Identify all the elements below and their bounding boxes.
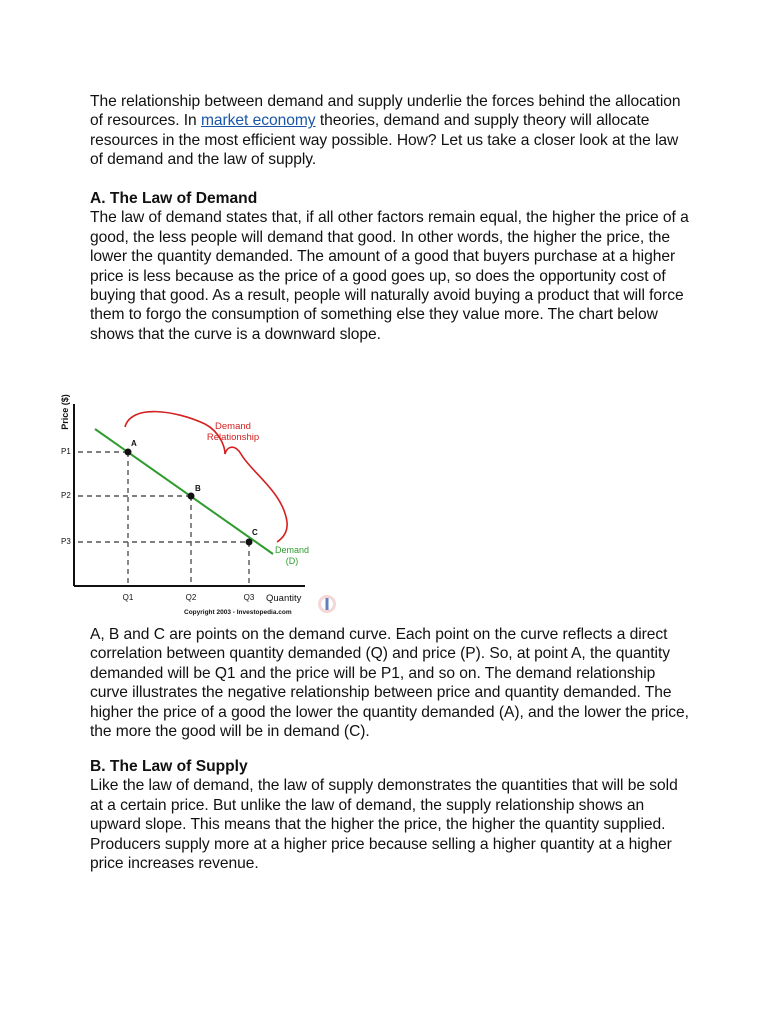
section-b-heading: B. The Law of Supply [90, 758, 248, 775]
investopedia-logo [318, 595, 336, 613]
demand-curve [95, 429, 273, 554]
demand-curve-label-line2: (D) [285, 556, 299, 566]
point-c-label: C [252, 528, 258, 537]
market-economy-link[interactable]: market economy [200, 112, 316, 130]
point-b [188, 493, 195, 500]
x-tick-q3: Q3 [243, 593, 255, 602]
document-body [90, 92, 690, 344]
point-c [246, 539, 253, 546]
x-axis-label: Quantity [266, 593, 302, 604]
y-tick-p1: P1 [61, 447, 71, 456]
demand-curve-label-line1: Demand [274, 545, 310, 555]
relationship-label-line1: Demand [215, 421, 251, 432]
y-axis-label: Price ($) [60, 394, 70, 430]
x-tick-q1: Q1 [122, 593, 134, 602]
point-a-label: A [131, 439, 137, 448]
section-b [90, 757, 690, 873]
paragraph-after-chart: A, B and C are points on the demand curve. Each point on the curve reflects a direct correlation between quantity demanded (Q) and price (P). So, at point A, the quantity demanded will be Q1 and the price will be P1, and so on. The demand relationship curve illustrates the negative relationship between price and quantity demanded. The higher the price of a good the lower the quantity demanded (A), and the lower the price, the more the good will be in demand (C). [90, 626, 689, 741]
intro-text-start: The relationship between demand and supply underlie the forces behind the allocation of resources. In [90, 93, 681, 130]
chart-copyright: Copyright 2003 - Investopedia.com [184, 609, 292, 616]
relationship-label-line2: Relationship [206, 432, 260, 443]
intro-text-end: theories, demand and supply theory will allocate resources in the most efficient way possible. How? Let us take a closer look at the law of demand and the law of supply. [90, 112, 679, 169]
point-b-label: B [195, 484, 201, 493]
demand-chart [55, 382, 355, 622]
section-a-heading: A. The Law of Demand [90, 190, 258, 208]
x-tick-q2: Q2 [185, 593, 197, 602]
section-a-body: The law of demand states that, if all other factors remain equal, the higher the price of a good, the less people will demand that good. In other words, the higher the price, the lower the quantity demanded. The amount of a good that buyers purchase at a higher price is less because as the price of a good goes up, so does the opportunity cost of buying that good. As a result, people will naturally avoid buying a product that will force them to forgo the consumption of something else they value more. The chart below shows that the curve is a downward slope. [90, 209, 689, 343]
y-tick-p3: P3 [61, 537, 71, 546]
section-b-body: Like the law of demand, the law of supply demonstrates the quantities that will be sold at a certain price. But unlike the law of demand, the supply relationship shows an upward slope. This means that the higher the price, the higher the quantity supplied. Producers supply more at a higher price because selling a higher quantity at a higher price increases revenue. [90, 777, 678, 873]
intro-paragraph [90, 92, 690, 170]
point-a [125, 449, 132, 456]
y-tick-p2: P2 [61, 491, 71, 500]
